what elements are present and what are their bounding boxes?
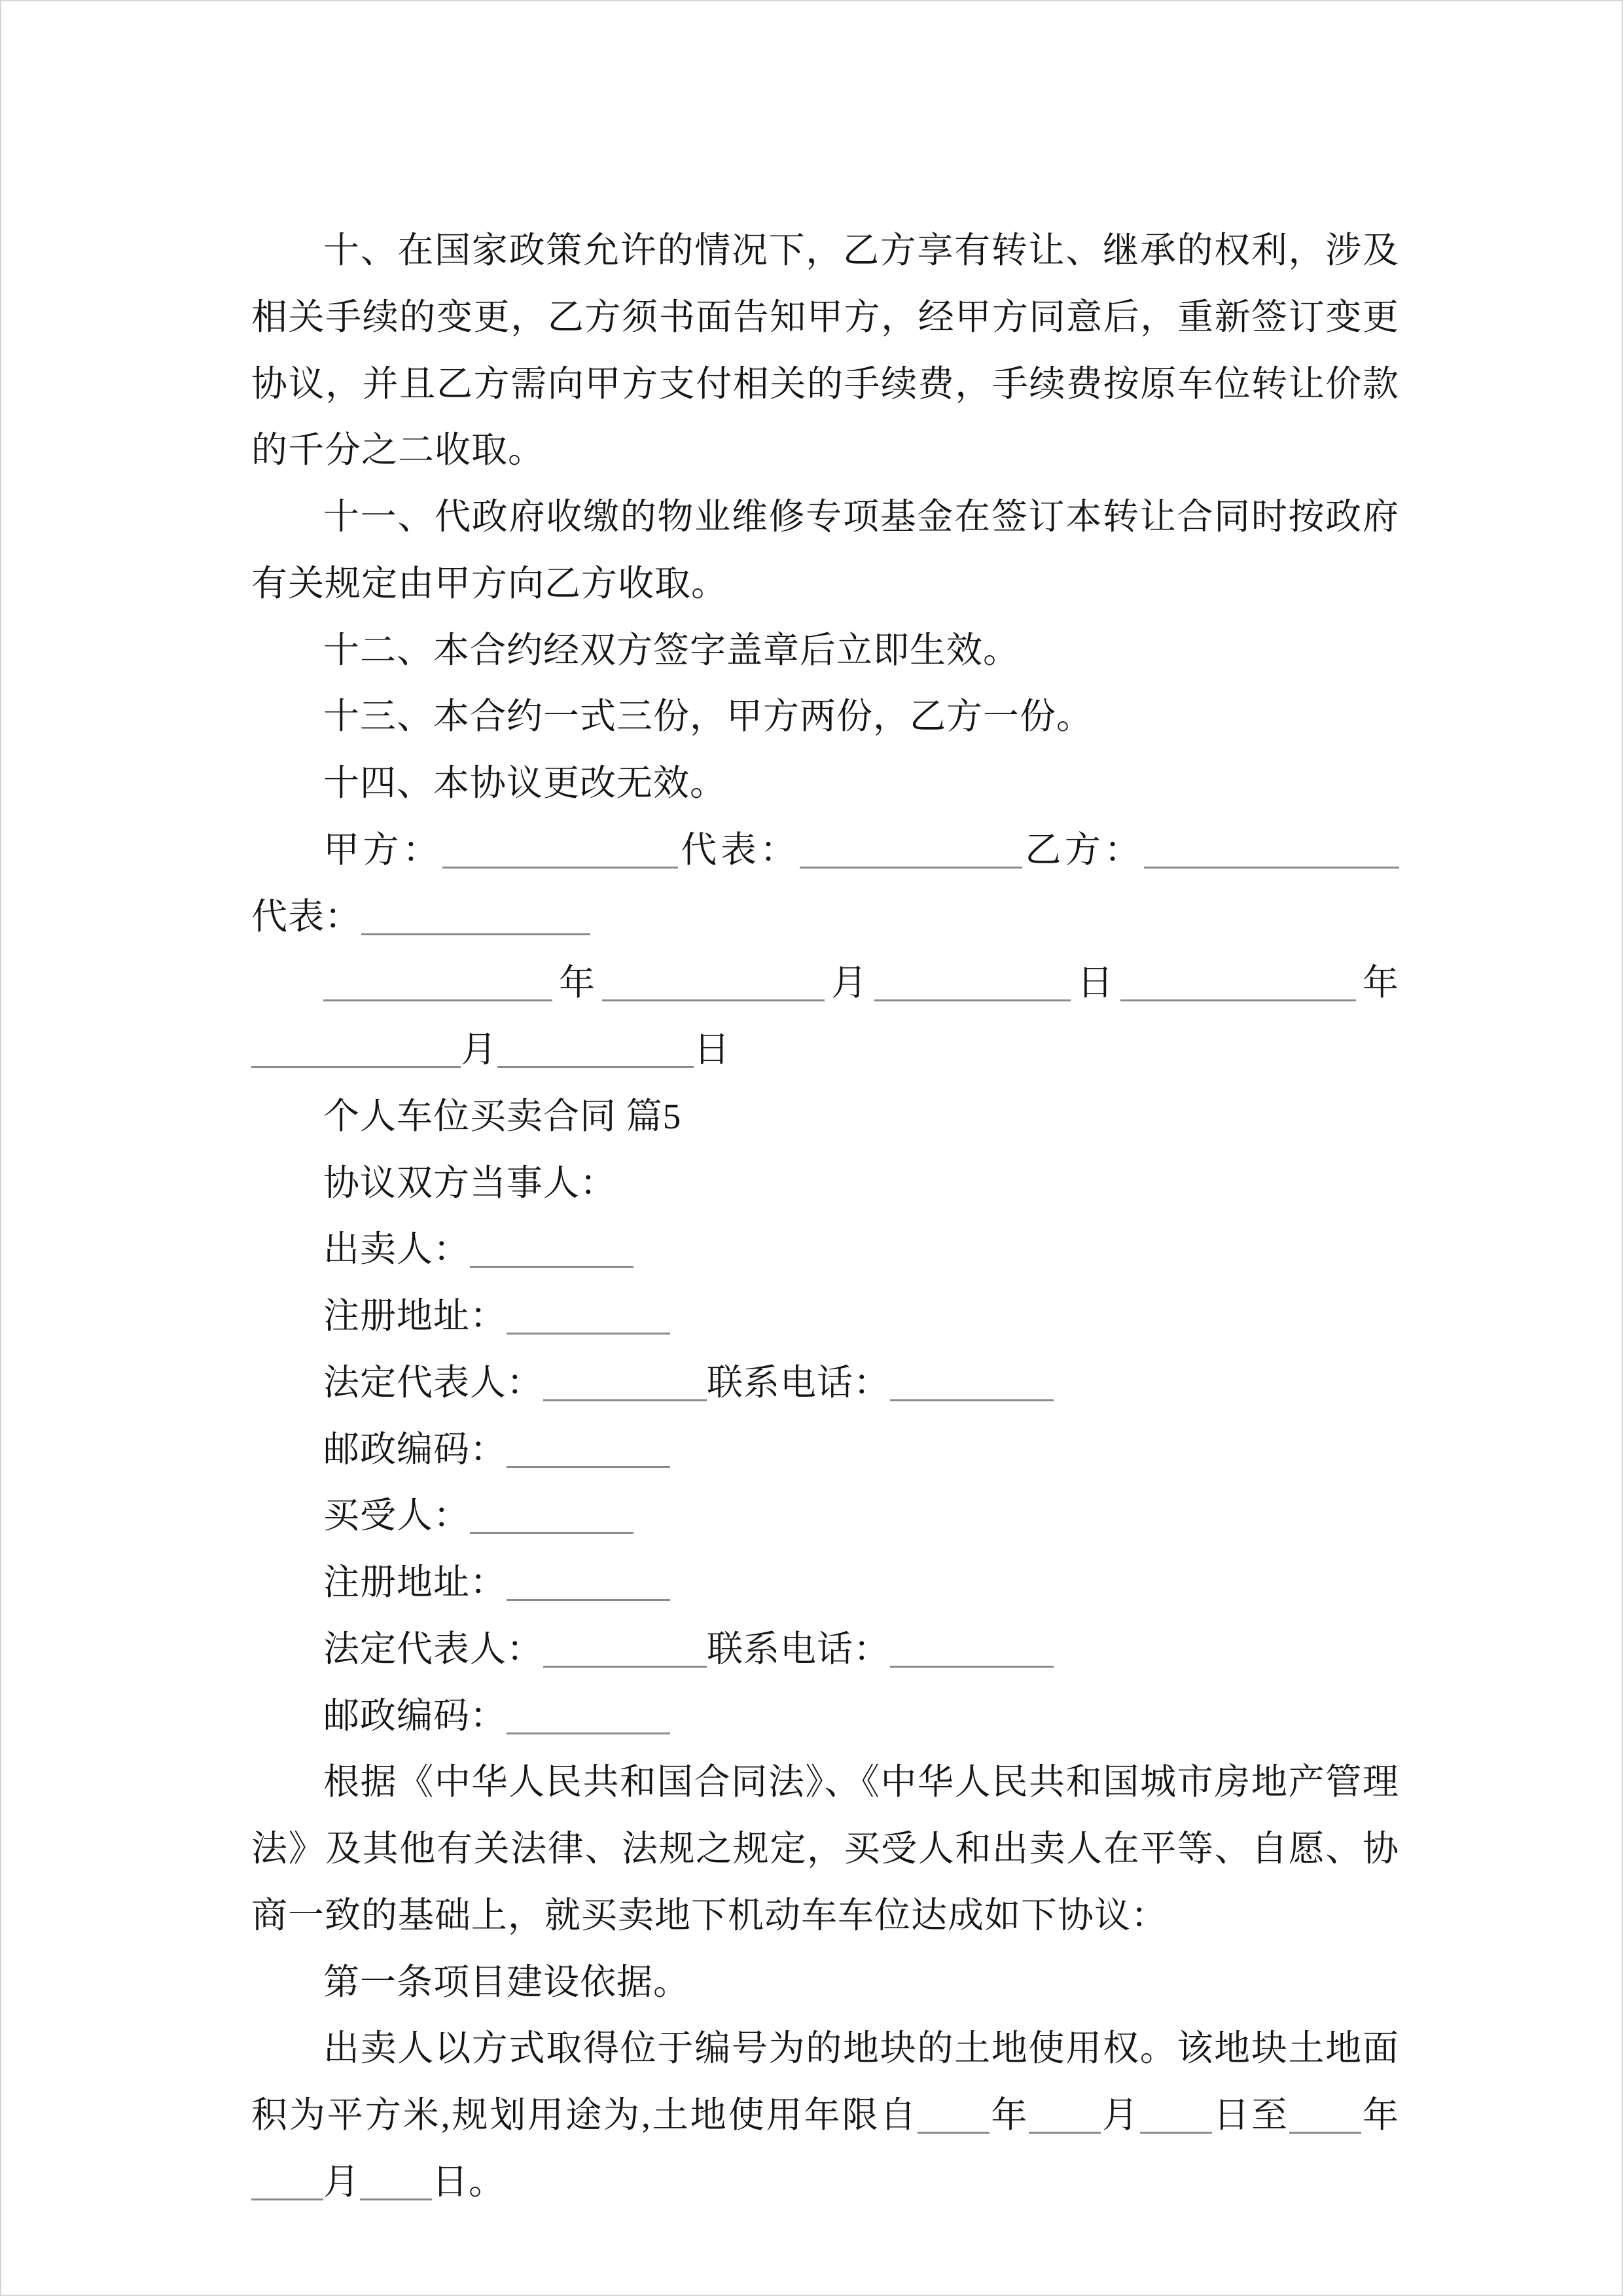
blank-underline <box>361 899 590 935</box>
text-run: 个人车位买卖合同 篇5 <box>323 1096 682 1136</box>
text-run: 联系电话： <box>707 1362 891 1403</box>
blank-underline <box>507 1431 670 1467</box>
paragraph <box>251 1150 1399 1217</box>
blank-underline <box>470 1232 633 1268</box>
paragraph <box>251 217 1399 484</box>
text-run: 联系电话： <box>707 1628 891 1669</box>
text-run: 年 <box>990 2095 1029 2135</box>
paragraph <box>251 750 1399 817</box>
blank-underline <box>602 965 825 1001</box>
blank-underline <box>251 2164 323 2200</box>
blank-underline <box>890 1365 1054 1401</box>
paragraph <box>251 1350 1399 1416</box>
blank-underline <box>497 1032 694 1068</box>
blank-underline <box>1289 2098 1361 2134</box>
paragraph <box>251 1683 1399 1749</box>
text-run: 十二、本合约经双方签字盖章后立即生效。 <box>323 630 1020 670</box>
blank-underline <box>323 965 552 1001</box>
paragraph <box>251 950 1399 1083</box>
text-run: 月 <box>1101 2095 1141 2135</box>
blank-underline <box>890 1632 1054 1668</box>
text-run: 日 <box>694 1030 731 1069</box>
text-run: 注册地址： <box>323 1562 507 1602</box>
text-run: 出卖人以方式取得位于编号为的地块的土地使用权。该地块土地面积为平方米,规划用途为,土地使用年限自 <box>251 2028 1399 2135</box>
text-run: 十三、本合约一式三份，甲方两份，乙方一份。 <box>323 696 1094 737</box>
text-run: 代表： <box>251 896 362 937</box>
text-run: 第一条项目建设依据。 <box>323 1962 690 2002</box>
blank-underline <box>918 2098 990 2134</box>
text-run: 法定代表人： <box>323 1628 544 1669</box>
text-run: 月 <box>461 1030 498 1069</box>
text-run: 年 <box>552 963 602 1003</box>
blank-underline <box>360 2164 432 2200</box>
text-run: 买受人： <box>323 1496 471 1536</box>
text-run: 协议双方当事人： <box>323 1162 617 1203</box>
document-body <box>1 1 1622 2215</box>
text-run: 十、在国家政策允许的情况下，乙方享有转让、继承的权利，涉及相关手续的变更，乙方须书面告知甲方，经甲方同意后，重新签订变更协议，并且乙方需向甲方支付相关的手续费，手续费按原车位转让价款的千分之二收取。 <box>251 230 1399 471</box>
blank-underline <box>442 833 678 869</box>
paragraph <box>251 484 1399 617</box>
text-run: 代表： <box>677 829 800 870</box>
paragraph <box>251 1416 1399 1483</box>
blank-underline <box>470 1498 633 1534</box>
paragraph <box>251 617 1399 684</box>
text-run: 日 <box>1070 963 1120 1003</box>
paragraph <box>251 1549 1399 1616</box>
paragraph <box>251 1216 1399 1283</box>
paragraph <box>251 1949 1399 2016</box>
text-run: 十一、代政府收缴的物业维修专项基金在签订本转让合同时按政府有关规定由甲方向乙方收取。 <box>251 497 1399 603</box>
paragraph <box>251 1283 1399 1350</box>
text-run: 乙方： <box>1022 829 1144 870</box>
text-run: 注册地址： <box>323 1296 507 1336</box>
text-run: 邮政编码： <box>323 1695 507 1736</box>
section-title <box>251 1083 1399 1150</box>
blank-underline <box>543 1365 707 1401</box>
text-run: 法定代表人： <box>323 1362 544 1403</box>
blank-underline <box>800 833 1022 869</box>
text-run: 甲方： <box>323 829 442 870</box>
text-run: 年 <box>1355 963 1399 1003</box>
paragraph <box>251 683 1399 750</box>
paragraph <box>251 1749 1399 1948</box>
blank-underline <box>507 1698 670 1734</box>
paragraph <box>251 817 1399 950</box>
text-run: 年 <box>1361 2095 1399 2135</box>
paragraph <box>251 1482 1399 1549</box>
blank-underline <box>507 1299 670 1335</box>
blank-underline <box>251 1032 461 1068</box>
blank-underline <box>1120 965 1356 1001</box>
text-run: 日至 <box>1212 2095 1289 2135</box>
blank-underline <box>507 1565 670 1601</box>
paragraph <box>251 1616 1399 1683</box>
paragraph <box>251 2015 1399 2215</box>
text-run: 十四、本协议更改无效。 <box>323 763 727 803</box>
blank-underline <box>1140 2098 1212 2134</box>
text-run: 出卖人： <box>323 1229 471 1270</box>
text-run: 月 <box>824 963 874 1003</box>
blank-underline <box>874 965 1071 1001</box>
blank-underline <box>1144 833 1399 869</box>
blank-underline <box>1029 2098 1101 2134</box>
text-run: 邮政编码： <box>323 1429 507 1469</box>
text-run: 月 <box>323 2161 361 2202</box>
blank-underline <box>543 1632 707 1668</box>
text-run: 日。 <box>432 2161 506 2202</box>
text-run: 根据《中华人民共和国合同法》、《中华人民共和国城市房地产管理法》及其他有关法律、法规之规定，买受人和出卖人在平等、自愿、协商一致的基础上，就买卖地下机动车车位达成如下协议： <box>251 1762 1399 1935</box>
